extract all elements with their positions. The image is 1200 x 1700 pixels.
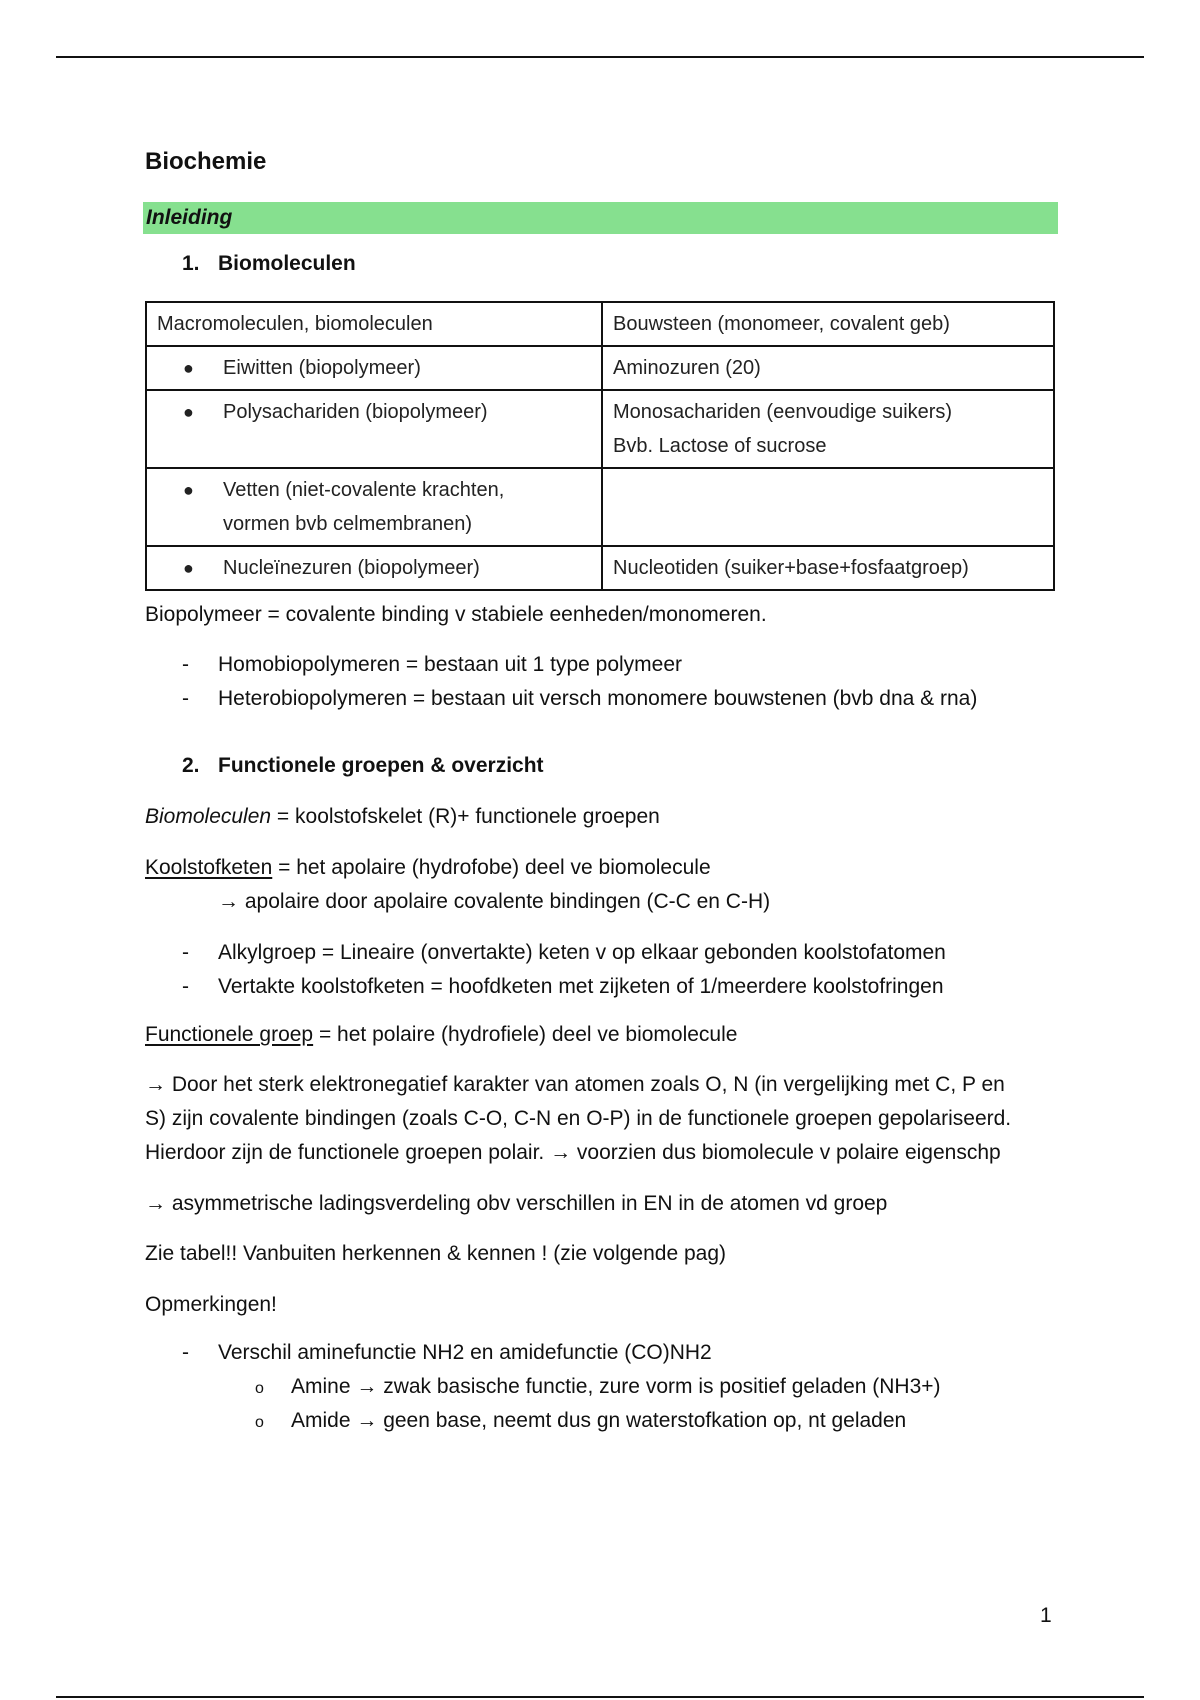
list-item-text: Verschil aminefunctie NH2 en amidefunctie (CO)NH2 [218, 1341, 712, 1364]
cell-text [223, 473, 504, 541]
table-row [146, 346, 1054, 390]
sub-list-item [255, 1370, 941, 1406]
biomolecule-table [145, 301, 1055, 591]
paragraph-text: = het apolaire (hydrofobe) deel ve biomolecule [272, 856, 711, 879]
paragraph-opmerkingen: Opmerkingen! [145, 1293, 277, 1316]
list-item [182, 970, 944, 1004]
heading-text: Functionele groepen & overzicht [218, 754, 544, 777]
paragraph-biopolymeer: Biopolymeer = covalente binding v stabiele eenheden/monomeren. [145, 603, 767, 626]
paragraph-koolstofketen [145, 851, 711, 885]
table-row [146, 468, 1054, 546]
cell-text: Aminozuren (20) [613, 357, 761, 379]
cell-text: Monosachariden (eenvoudige suikers) [613, 401, 953, 423]
table-row [146, 546, 1054, 590]
list-item-text: Heterobiopolymeren = bestaan uit versch monomere bouwstenen (bvb dna & rna) [218, 687, 978, 710]
table-row [146, 390, 1054, 468]
page-number: 1 [1040, 1604, 1052, 1627]
bullet-icon: ● [183, 558, 194, 578]
table-row [146, 302, 1054, 346]
circle-bullet-icon: o [255, 1414, 264, 1431]
list-item [182, 648, 682, 682]
list-item-text: Amine → zwak basische functie, zure vorm is positief geladen (NH3+) [291, 1375, 941, 1398]
dash-bullet: - [182, 1341, 189, 1364]
list-item [182, 1336, 712, 1370]
list-item-text: Homobiopolymeren = bestaan uit 1 type polymeer [218, 653, 683, 676]
table-cell [146, 468, 602, 546]
cell-text: Eiwitten (biopolymeer) [223, 357, 421, 379]
dash-bullet: - [182, 653, 189, 676]
bullet-icon: ● [183, 480, 194, 500]
dash-bullet: - [182, 687, 189, 710]
table-cell [602, 546, 1054, 590]
term-koolstofketen: Koolstofketen [145, 856, 273, 879]
page-title: Biochemie [145, 148, 267, 175]
paragraph-functionele-groep [145, 1018, 737, 1052]
table-cell [602, 346, 1054, 390]
table-cell [602, 390, 1054, 468]
footer-rule [56, 1696, 1144, 1698]
heading-number: 1. [182, 252, 200, 275]
list-item [182, 936, 946, 970]
dash-bullet: - [182, 941, 189, 964]
paragraph-line: Hierdoor zijn de functionele groepen polair. → voorzien dus biomolecule v polaire eigenschp [145, 1141, 1001, 1164]
sub-list-item [255, 1404, 906, 1440]
cell-text: Bouwsteen (monomeer, covalent geb) [613, 313, 950, 335]
dash-bullet: - [182, 975, 189, 998]
paragraph-line: S) zijn covalente bindingen (zoals C-O, C-N en O-P) in de functionele groepen gepolariseerd. [145, 1107, 1012, 1130]
paragraph-line: → Door het sterk elektronegatief karakter van atomen zoals O, N (in vergelijking met C, P en [145, 1073, 1005, 1096]
cell-text: Bvb. Lactose of sucrose [613, 435, 827, 457]
paragraph-text: = het polaire (hydrofiele) deel ve biomolecule [313, 1023, 738, 1046]
heading-text: Biomoleculen [218, 252, 356, 275]
header-rule [56, 56, 1144, 58]
heading-functionele-groepen [182, 754, 544, 778]
cell-text: Nucleïnezuren (biopolymeer) [223, 557, 480, 579]
list-item-text: Alkylgroep = Lineaire (onvertakte) keten v op elkaar gebonden koolstofatomen [218, 941, 946, 964]
list-item-text: Amide → geen base, neemt dus gn waterstofkation op, nt geladen [291, 1409, 907, 1432]
section-heading-inleiding: Inleiding [143, 202, 1058, 234]
term-biomoleculen: Biomoleculen [145, 805, 272, 828]
cell-text: Macromoleculen, biomoleculen [157, 313, 433, 335]
paragraph-asymmetrisch: → asymmetrische ladingsverdeling obv verschillen in EN in de atomen vd groep [145, 1192, 888, 1215]
bullet-icon: ● [183, 402, 194, 422]
table-cell [146, 302, 602, 346]
heading-number: 2. [182, 754, 200, 777]
cell-text: Polysachariden (biopolymeer) [223, 401, 488, 423]
paragraph-zie-tabel: Zie tabel!! Vanbuiten herkennen & kennen ! (zie volgende pag) [145, 1242, 727, 1265]
table-cell [146, 390, 602, 468]
paragraph-text: = koolstofskelet (R)+ functionele groepen [271, 805, 660, 828]
paragraph-koolstofketen-arrow: → apolaire door apolaire covalente bindingen (C-C en C-H) [218, 890, 771, 913]
cell-text: Nucleotiden (suiker+base+fosfaatgroep) [613, 557, 969, 579]
table-cell [602, 302, 1054, 346]
list-item [182, 682, 977, 716]
paragraph-elektronegatief [145, 1068, 1011, 1170]
table-cell [602, 468, 1054, 546]
list-item-text: Vertakte koolstofketen = hoofdketen met zijketen of 1/meerdere koolstofringen [218, 975, 944, 998]
table-cell [146, 346, 602, 390]
cell-text-line: Vetten (niet-covalente krachten, [223, 479, 505, 501]
table-cell [146, 546, 602, 590]
heading-biomoleculen [182, 252, 356, 276]
paragraph-biomoleculen [145, 800, 660, 834]
cell-text-line: vormen bvb celmembranen) [223, 513, 472, 535]
bullet-icon: ● [183, 358, 194, 378]
term-functionele-groep: Functionele groep [145, 1023, 314, 1046]
circle-bullet-icon: o [255, 1380, 264, 1397]
